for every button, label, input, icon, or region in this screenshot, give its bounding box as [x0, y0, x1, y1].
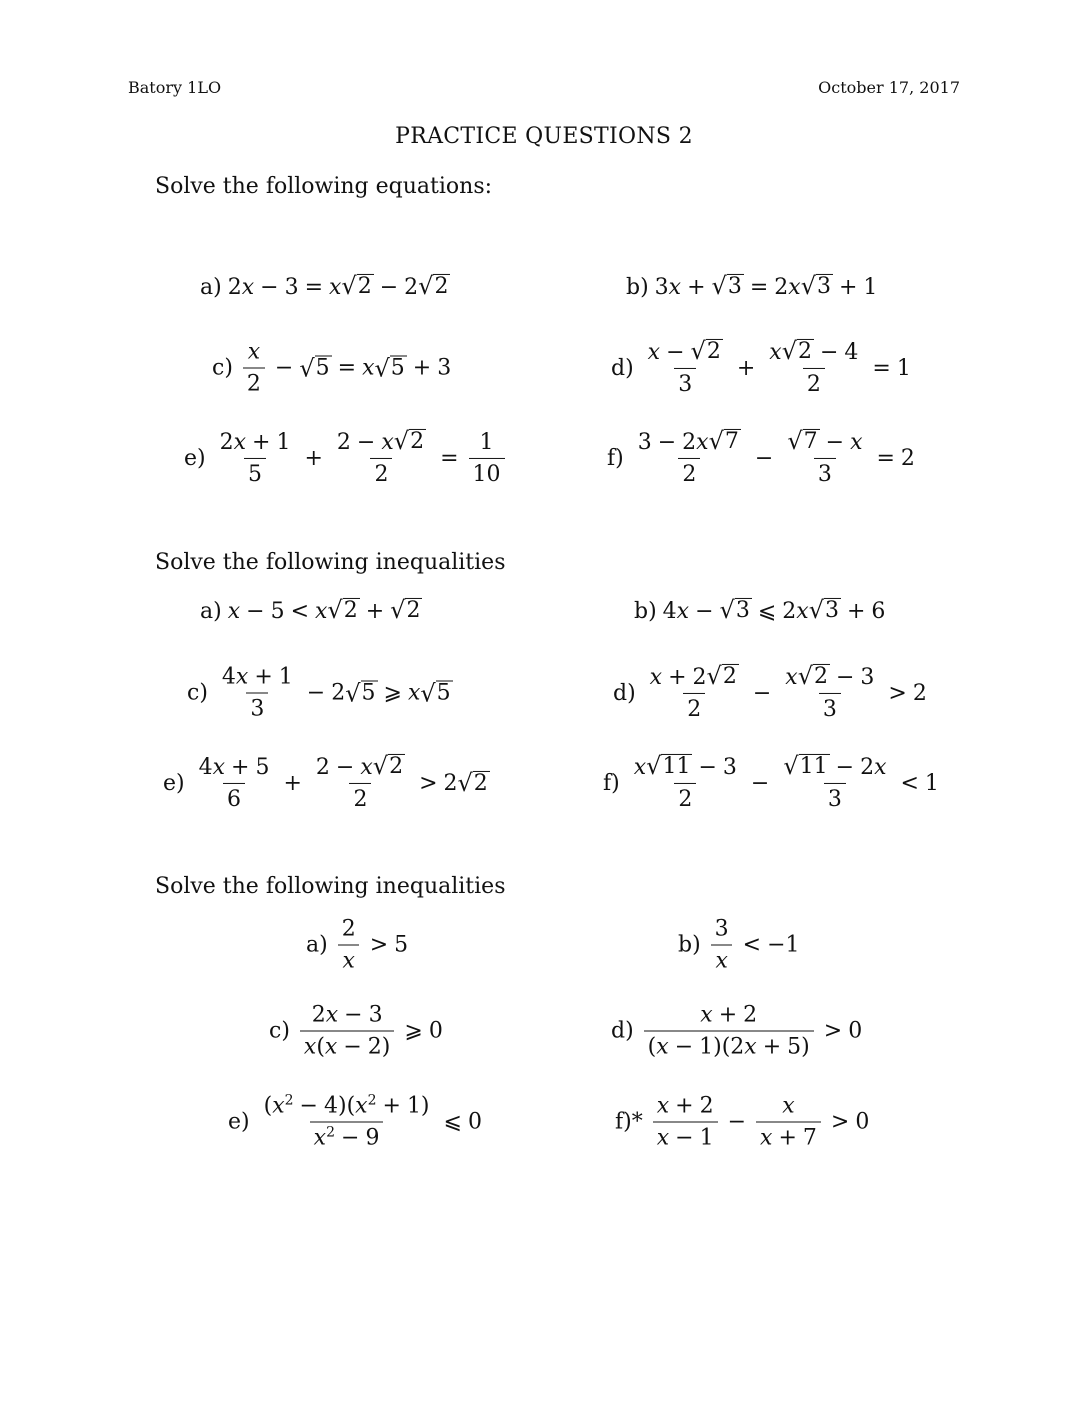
page-title: PRACTICE QUESTIONS 2	[395, 124, 693, 149]
problem-3f: f)* $\frac{x + 2}{x - 1}$ − $\frac{x}{x + 7}$ > 0	[615, 1093, 870, 1151]
problem-3b: b) $\frac{3}{x}$ < −1	[678, 916, 800, 974]
problem-3a: a) $\frac{2}{x}$ > 5	[306, 916, 409, 974]
problem-2e: e) $\frac{4x + 5}{6}$ + 2 − x √ 2 2 > 2 √ 2	[163, 752, 488, 813]
problem-3c: c) $\frac{2x - 3}{x(x - 2)}$ ⩾ 0	[269, 1002, 443, 1060]
problem-1f: f) 3 − 2x √ 7 2 − √ 7 − x 3 = 2	[607, 427, 915, 488]
problem-2c: c) $\frac{4x + 1}{3}$ − 2 √ 5 ⩾ x √ 5	[187, 664, 451, 722]
problem-1a: a) 2x − 3 = x √ 2 − 2 √ 2	[200, 272, 449, 301]
date: October 17, 2017	[818, 78, 960, 97]
problem-3e: e) $\frac{(x^2 - 4)(x^2 + 1)}{x^2 - 9}$ ⩽ 0	[228, 1092, 482, 1151]
school-name: Batory 1LO	[128, 78, 222, 97]
problem-1d: d) x − √ 2 3 + x √ 2 − 4 2 = 1	[611, 337, 911, 398]
problem-2b: b) 4x − √ 3 ⩽ 2x √ 3 + 6	[634, 596, 886, 625]
problem-3d: d) $\frac{x + 2}{(x - 1)(2x + 5)}$ > 0	[611, 1002, 863, 1060]
problem-1c: c) $\frac{x}{2}$ − √ 5 = x √ 5 + 3	[212, 339, 452, 397]
section-heading-equations: Solve the following equations:	[155, 174, 493, 199]
problem-2d: d) x + 2 √ 2 2 − x √ 2 − 3 3 > 2	[613, 662, 927, 723]
section-heading-inequalities-1: Solve the following inequalities	[155, 550, 506, 575]
problem-1b: b) 3x + √ 3 = 2x √ 3 + 1	[626, 272, 878, 301]
section-heading-inequalities-2: Solve the following inequalities	[155, 874, 506, 899]
problem-2f: f) x √ 11 − 3 2 − √ 11 − 2x 3 < 1	[603, 752, 939, 813]
problem-1e: e) $\frac{2x + 1}{5}$ + 2 − x √ 2 2 = $\frac{1}{10}$	[184, 429, 509, 487]
problem-2a: a) x − 5 < x √ 2 + √ 2	[200, 596, 421, 625]
